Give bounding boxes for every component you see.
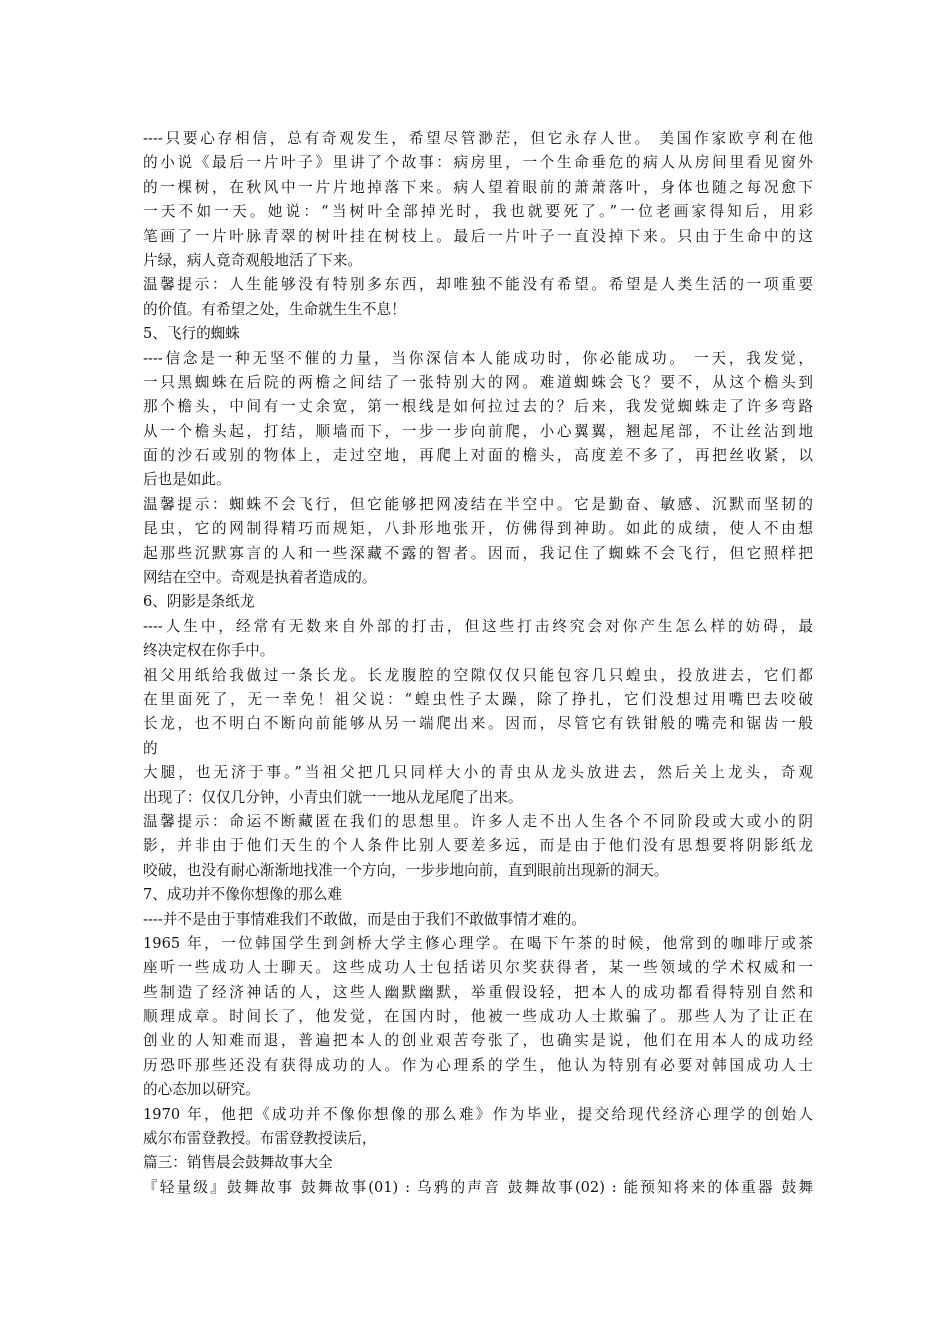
text-line: 网结在空中。奇观是执着者造成的。 [143, 569, 377, 587]
text-line: ----并不是由于事情难我们不敢做，而是由于我们不敢做事情才难的。 [143, 910, 586, 928]
document-page [143, 127, 813, 1200]
text-line: 在里面死了，无一幸免！祖父说：“蝗虫性子太躁，除了挣扎，它们没想过用嘴巴去咬破 [143, 690, 813, 708]
text-line: 影，并非由于他们天生的个人条件比别人要差多远，而是由于他们没有思想要将阴影纸龙 [143, 837, 813, 855]
text-line: 7、成功并不像你想像的那么难 [143, 886, 343, 904]
text-line: 1970 年，他把《成功并不像你想像的那么难》作为毕业，提交给现代经济心理学的创始人 [143, 1105, 813, 1123]
text-line: 从一个檐头起，打结，顺墙而下，一步一步向前爬，小心翼翼，翘起尾部，不让丝沾到地 [143, 422, 813, 440]
text-line: ----只要心存相信，总有奇观发生，希望尽管渺茫，但它永存人世。 美国作家欧亨利在他 [143, 130, 813, 147]
text-line: 1965 年，一位韩国学生到剑桥大学主修心理学。在喝下午茶的时候，他常到的咖啡厅或茶 [143, 934, 813, 952]
text-line: 5、飞行的蜘蛛 [143, 325, 240, 343]
text-line: 的小说《最后一片叶子》里讲了个故事：病房里，一个生命垂危的病人从房间里看见窗外 [143, 154, 813, 172]
text-line: 起那些沉默寡言的人和一些深藏不露的智者。因而，我记住了蜘蛛不会飞行，但它照样把 [143, 544, 813, 562]
text-line: 顺理成章。时间长了，他发觉，在国内时，他被一些成功人士欺骗了。那些人为了让正在 [143, 1008, 813, 1026]
text-line: 威尔布雷登教授。布雷登教授读后， [143, 1130, 377, 1148]
text-line: 温馨提示：蜘蛛不会飞行，但它能够把网凌结在半空中。它是勤奋、敏感、沉默而坚韧的 [143, 495, 813, 513]
text-line: 一天不如一天。她说：“当树叶全部掉光时，我也就要死了。”一位老画家得知后，用彩 [143, 203, 813, 221]
text-line: 大腿，也无济于事。”当祖父把几只同样大小的青虫从龙头放进去，然后关上龙头，奇观 [143, 764, 813, 782]
text-line: 终决定权在你手中。 [143, 642, 275, 660]
text-line: ----人生中，经常有无数来自外部的打击，但这些打击终究会对你产生怎么样的妨碍，最 [143, 617, 813, 635]
text-line: 温馨提示：命运不断藏匿在我们的思想里。许多人走不出人生各个不同阶段或大或小的阴 [143, 812, 813, 830]
text-line: 笔画了一片叶脉青翠的树叶挂在树枝上。最后一片叶子一直没掉下来。只由于生命中的这 [143, 227, 813, 245]
text-line: 篇三：销售晨会鼓舞故事大全 [143, 1154, 333, 1172]
text-line: 祖父用纸给我做过一条长龙。长龙腹腔的空隙仅仅只能包容几只蝗虫，投放进去，它们都 [143, 666, 813, 684]
text-line: 的一棵树，在秋风中一片片地掉落下来。病人望着眼前的萧萧落叶，身体也随之每况愈下 [143, 178, 813, 196]
text-line: ----信念是一种无坚不催的力量，当你深信本人能成功时，你必能成功。 一天，我发觉， [143, 349, 813, 367]
text-line: 片绿，病人竟奇观般地活了下来。 [143, 251, 362, 269]
text-line: 『轻量级』鼓舞故事 鼓舞故事(01) : 乌鸦的声音 鼓舞故事(02) : 能预知将来的体重器 鼓舞 [143, 1178, 813, 1196]
text-line: 的价值。有希望之处，生命就生生不息！ [143, 300, 406, 318]
text-line: 长龙，也不明白不断向前能够从另一端爬出来。因而，尽管它有铁钳般的嘴壳和锯齿一般 [143, 715, 813, 733]
text-line: 创业的人知难而退，普遍把本人的创业艰苦夸张了，也确实是说，他们在用本人的成功经 [143, 1032, 813, 1050]
text-line: 些制造了经济神话的人，这些人幽默幽默，举重假设轻，把本人的成功都看得特别自然和 [143, 983, 813, 1001]
text-line: 的心态加以研究。 [143, 1081, 260, 1099]
text-line: 那个檐头，中间有一丈余宽，第一根线是如何拉过去的？后来，我发觉蜘蛛走了许多弯路 [143, 398, 813, 416]
text-line: 6、阴影是条纸龙 [143, 593, 255, 611]
text-line: 咬破，也没有耐心渐渐地找准一个方向，一步步地向前，直到眼前出现新的洞天。 [143, 861, 669, 879]
text-line: 面的沙石或别的物体上，走过空地，再爬上对面的檐头，高度差不多了，再把丝收紧，以 [143, 447, 813, 465]
text-line: 出现了：仅仅几分钟，小青虫们就一一地从龙尾爬了出来。 [143, 788, 523, 806]
text-line: 一只黑蜘蛛在后院的两檐之间结了一张特别大的网。难道蜘蛛会飞？要不，从这个檐头到 [143, 373, 813, 391]
text-line: 后也是如此。 [143, 471, 231, 489]
text-line: 温馨提示：人生能够没有特别多东西，却唯独不能没有希望。希望是人类生活的一项重要 [143, 276, 813, 294]
text-line: 的 [143, 739, 158, 757]
text-line: 座听一些成功人士聊天。这些成功人士包括诺贝尔奖获得者，某一些领域的学术权威和一 [143, 959, 813, 977]
text-line: 历恐吓那些还没有获得成功的人。作为心理系的学生，他认为特别有必要对韩国成功人士 [143, 1056, 813, 1074]
text-line: 昆虫，它的网制得精巧而规矩，八卦形地张开，仿佛得到神助。如此的成绩，使人不由想 [143, 520, 813, 538]
